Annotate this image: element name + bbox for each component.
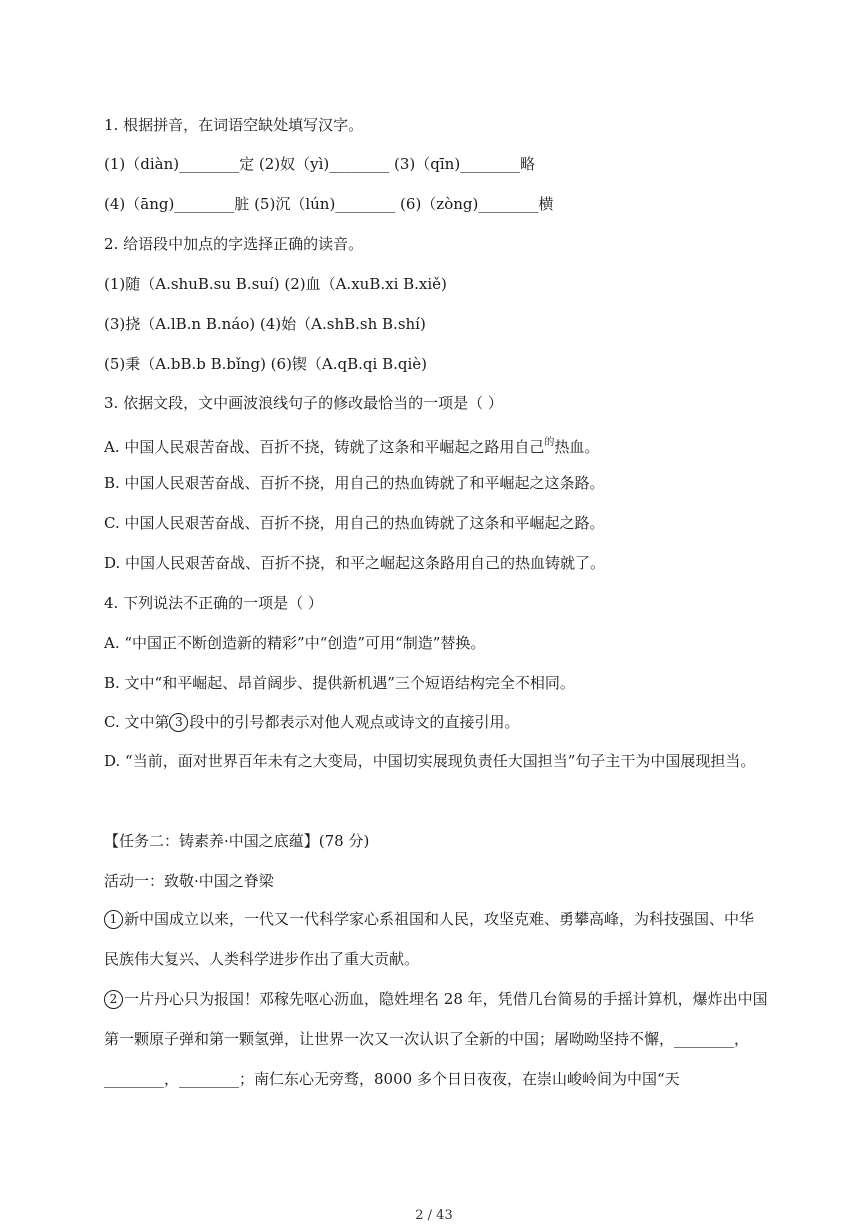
q4-option-b: B. 文中“和平崛起、昂首阔步、提供新机遇”三个短语结构完全不相同。 <box>104 674 575 692</box>
q4-option-c-end: 段中的引号都表示对他人观点或诗文的直接引用。 <box>189 713 520 731</box>
q4-option-a: A. “中国正不断创造新的精彩”中“创造”可用“制造”替换。 <box>104 634 486 652</box>
q4-option-c-start: C. 文中第 <box>104 713 170 731</box>
q3-option-a-text: A. 中国人民艰苦奋战、百折不挠，铸就了这条和平崛起之路用自己 <box>104 438 545 456</box>
q3-option-c: C. 中国人民艰苦奋战、百折不挠，用自己的热血铸就了这条和平崛起之路。 <box>104 514 605 532</box>
q2-stem: 2. 给语段中加点的字选择正确的读音。 <box>104 235 364 253</box>
paragraph-2 <box>104 979 768 1099</box>
q2-row-3: (5)秉（A.bB.b B.bǐng) (6)锲（A.qB.qi B.qiè) <box>104 355 428 373</box>
circled-number-icon: 3 <box>169 713 188 732</box>
q2-row-2: (3)挠（A.lB.n B.náo) (4)始（A.shB.sh B.shí) <box>104 315 426 333</box>
q2-row-1: (1)随（A.shuB.su B.suí) (2)血（A.xuB.xi B.xiě) <box>104 275 447 293</box>
page-number: 2 / 43 <box>415 1208 453 1223</box>
q3-option-d: D. 中国人民艰苦奋战、百折不挠，和平之崛起这条路用自己的热血铸就了。 <box>104 554 606 572</box>
q1-stem: 1. 根据拼音，在词语空缺处填写汉字。 <box>104 116 364 134</box>
paragraph-1 <box>104 899 768 979</box>
q4-stem: 4. 下列说法不正确的一项是（ ） <box>104 594 323 612</box>
q3-option-b: B. 中国人民艰苦奋战、百折不挠，用自己的热血铸就了和平崛起之这条路。 <box>104 474 605 492</box>
paragraph-1-text: 新中国成立以来，一代又一代科学家心系祖国和人民，攻坚克难、勇攀高峰，为科技强国、中华民族伟大复兴、人类科学进步作出了重大贡献。 <box>104 910 755 968</box>
task2-title: 【任务二：铸素养·中国之底蕴】(78 分) <box>104 832 370 850</box>
circled-number-icon: 2 <box>104 990 123 1009</box>
circled-number-icon: 1 <box>104 910 123 929</box>
q4-option-d: D. “当前，面对世界百年未有之大变局，中国切实展现负责任大国担当”句子主干为中国展现担当。 <box>104 752 756 770</box>
q1-row-2: (4)（āng)________脏 (5)沉（lún)________ (6)（zòng)________横 <box>104 195 554 213</box>
activity1-title: 活动一：致敬·中国之脊梁 <box>104 872 274 890</box>
paragraph-2-text: 一片丹心只为报国！邓稼先呕心沥血，隐姓埋名 28 年，凭借几台简易的手摇计算机，爆炸出中国第一颗原子弹和第一颗氢弹，让世界一次又一次认识了全新的中国；屠呦呦坚持不懈，________，________，________；南仁东心无旁骛，8000 多个日日夜夜，在崇山峻岭间为中国“天 <box>104 990 768 1088</box>
q3-option-a <box>104 432 768 458</box>
q4-option-c <box>104 711 768 733</box>
q1-row-1: (1)（diàn)________定 (2)奴（yì)________ (3)（qīn)________略 <box>104 155 536 173</box>
q3-stem: 3. 依据文段，文中画波浪线句子的修改最恰当的一项是（ ） <box>104 394 503 412</box>
q3-option-a-superscript: 的 <box>544 437 555 448</box>
q3-option-a-end: 热血。 <box>554 438 600 456</box>
